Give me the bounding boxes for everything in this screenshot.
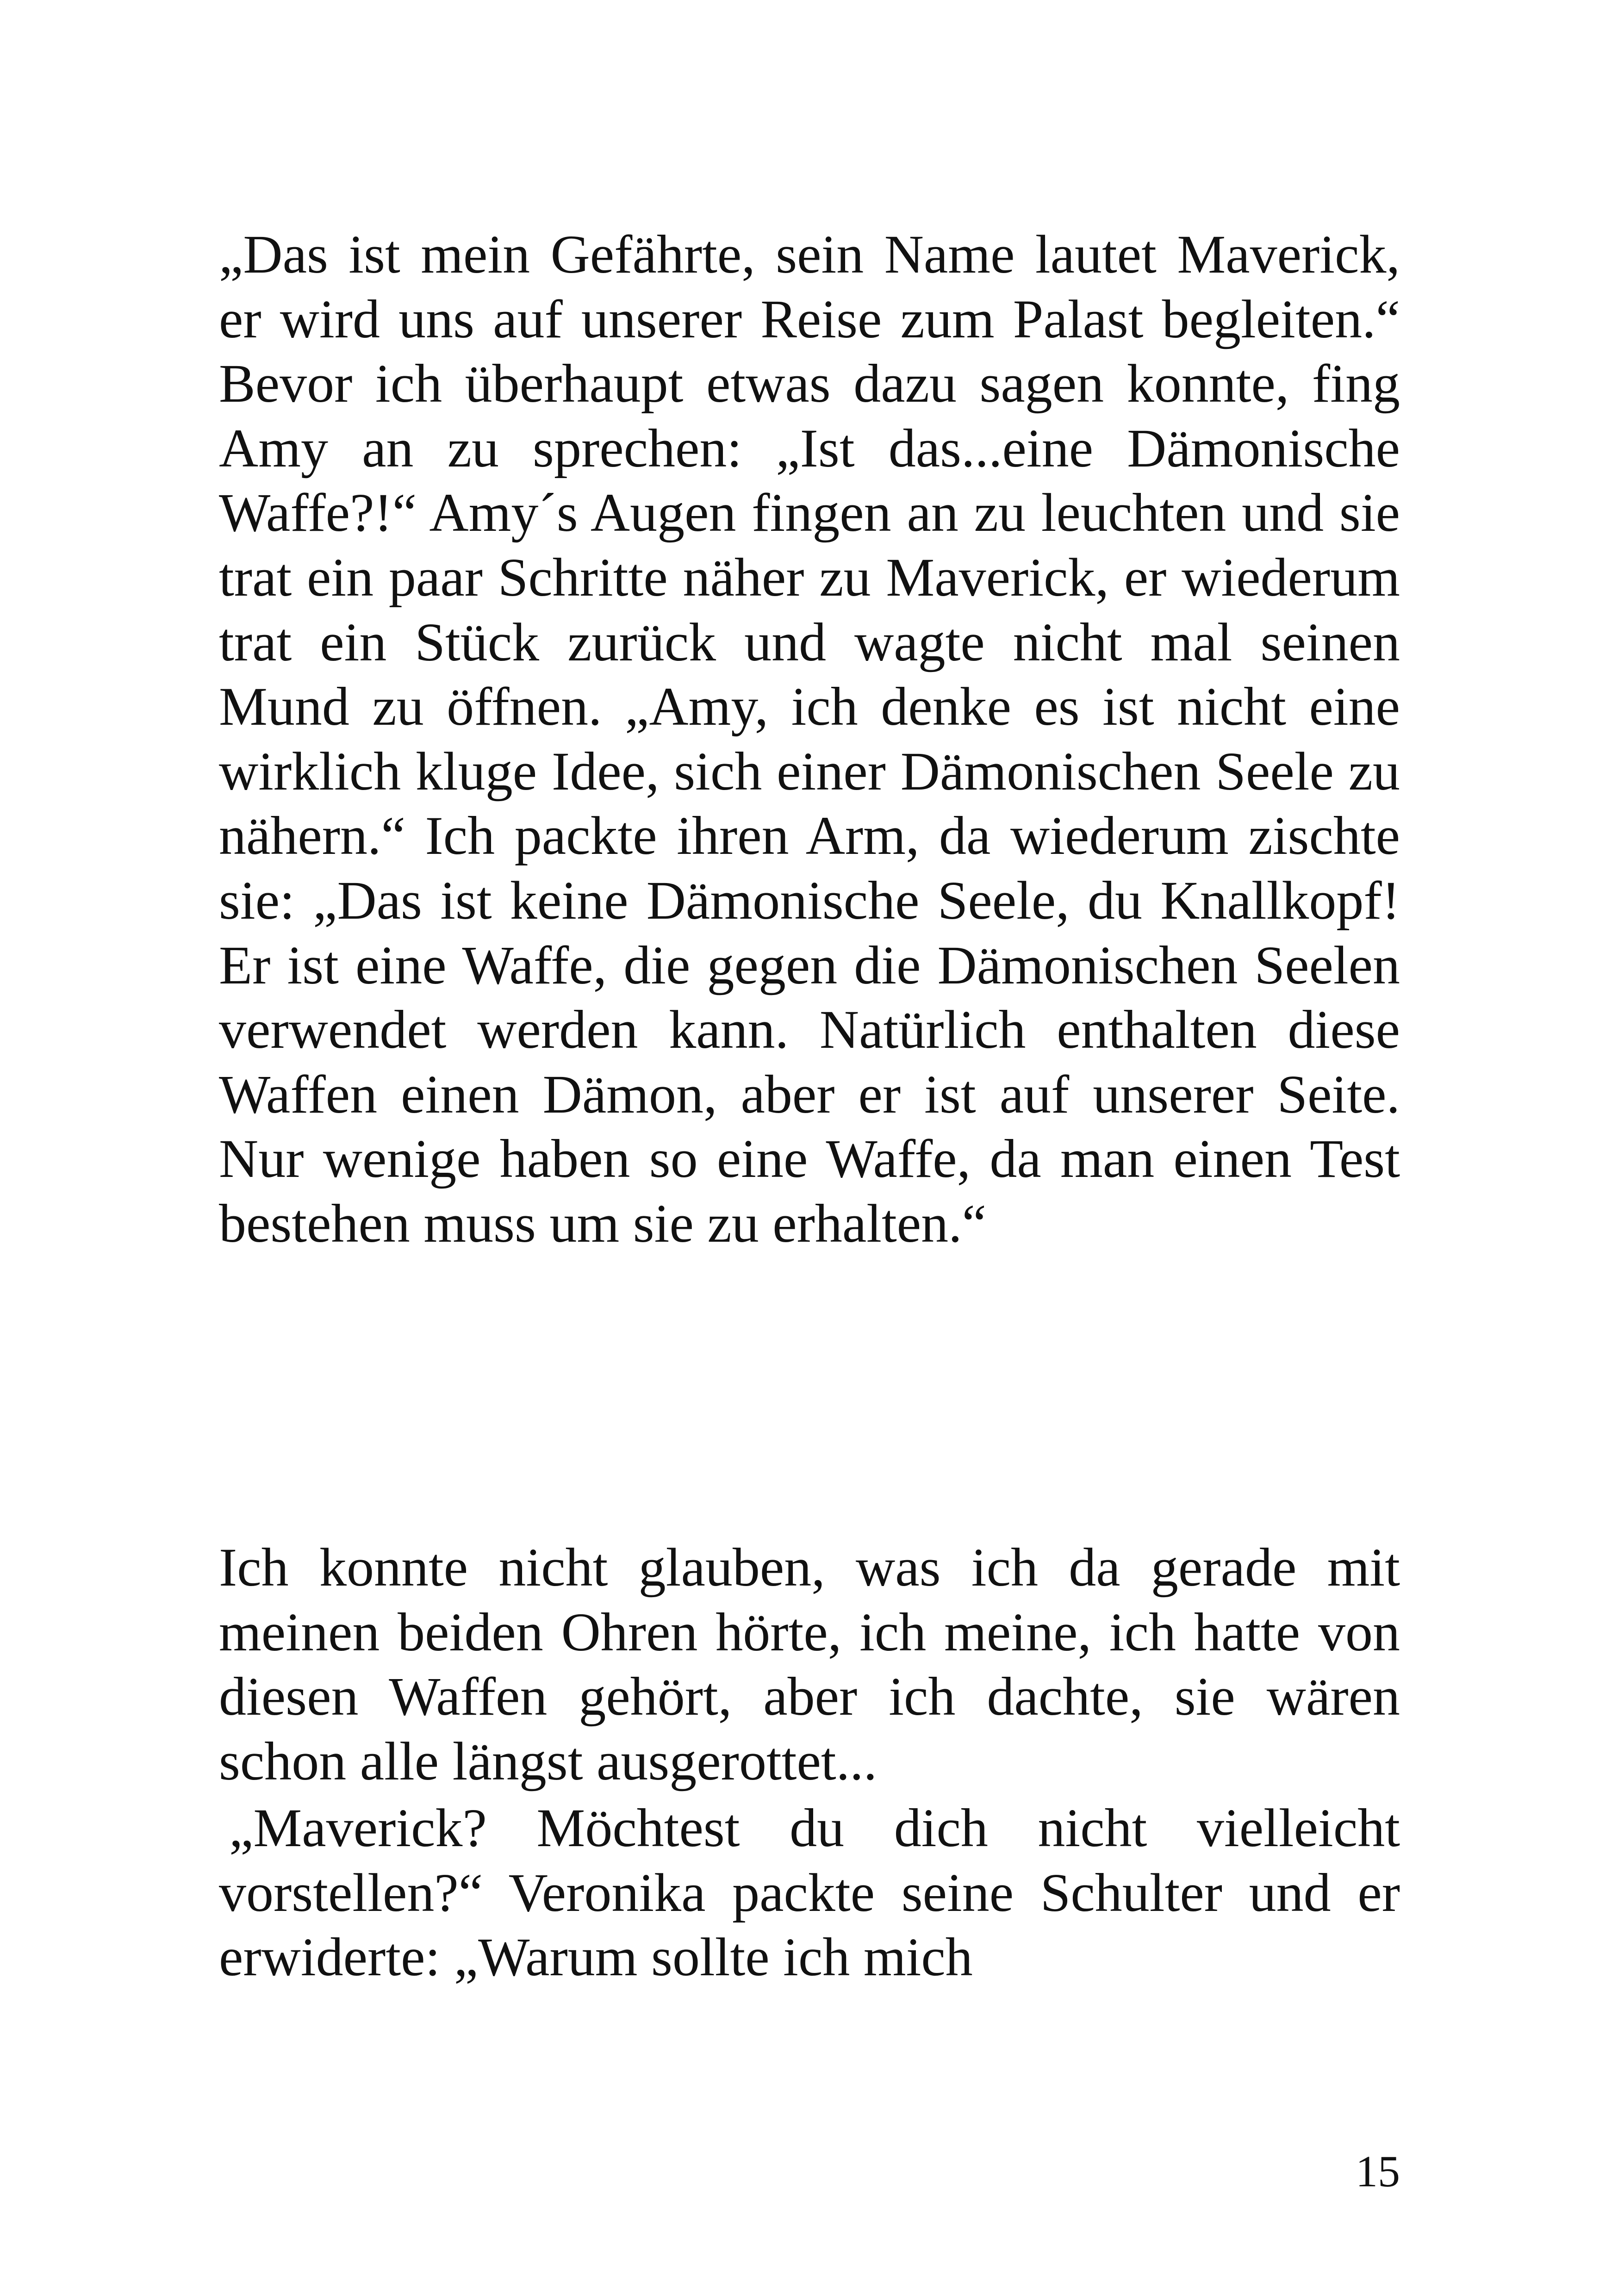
paragraph-3 xyxy=(219,1796,1400,1990)
paragraph-1 xyxy=(219,222,1400,1256)
paragraph-text: Ich konnte nicht glauben, was ich da gerade mit meinen beiden Ohren hörte, ich meine, ich hatte von diesen Waffen gehört, aber ich dachte, sie wären schon alle längst ausgerottet... xyxy=(219,1537,1400,1792)
paragraph-text: „Das ist mein Gefährte, sein Name lautet Maverick, er wird uns auf unserer Reise zum Palast begleiten.“ Bevor ich überhaupt etwas dazu sagen konnte, fing Amy an zu sprechen: „Ist das...eine Dämonische Waffe?!“ Amy´s Augen fingen an zu leuchten und sie trat ein paar Schritte näher zu Maverick, er wiederum trat ein Stück zurück und wagte nicht mal seinen Mund zu öffnen. „Amy, ich denke es ist nicht eine wirklich kluge Idee, sich einer Dämonischen Seele zu nähern.“ Ich packte ihren Arm, da wiederum zischte sie: „Das ist keine Dämonische Seele, du Knallkopf! Er ist eine Waffe, die gegen die Dämonischen Seelen verwendet werden kann. Natürlich enthalten diese Waffen einen Dämon, aber er ist auf unserer Seite. Nur wenige haben so eine Waffe, da man einen Test bestehen muss um sie zu erhalten.“ xyxy=(219,224,1400,1254)
paragraph-2 xyxy=(219,1535,1400,1793)
paragraph-text: „Maverick? Möchtest du dich nicht vielleicht vorstellen?“ Veronika packte seine Schulter und er erwiderte: „Warum sollte ich mich xyxy=(219,1798,1400,1988)
page-number: 15 xyxy=(1356,2147,1400,2196)
